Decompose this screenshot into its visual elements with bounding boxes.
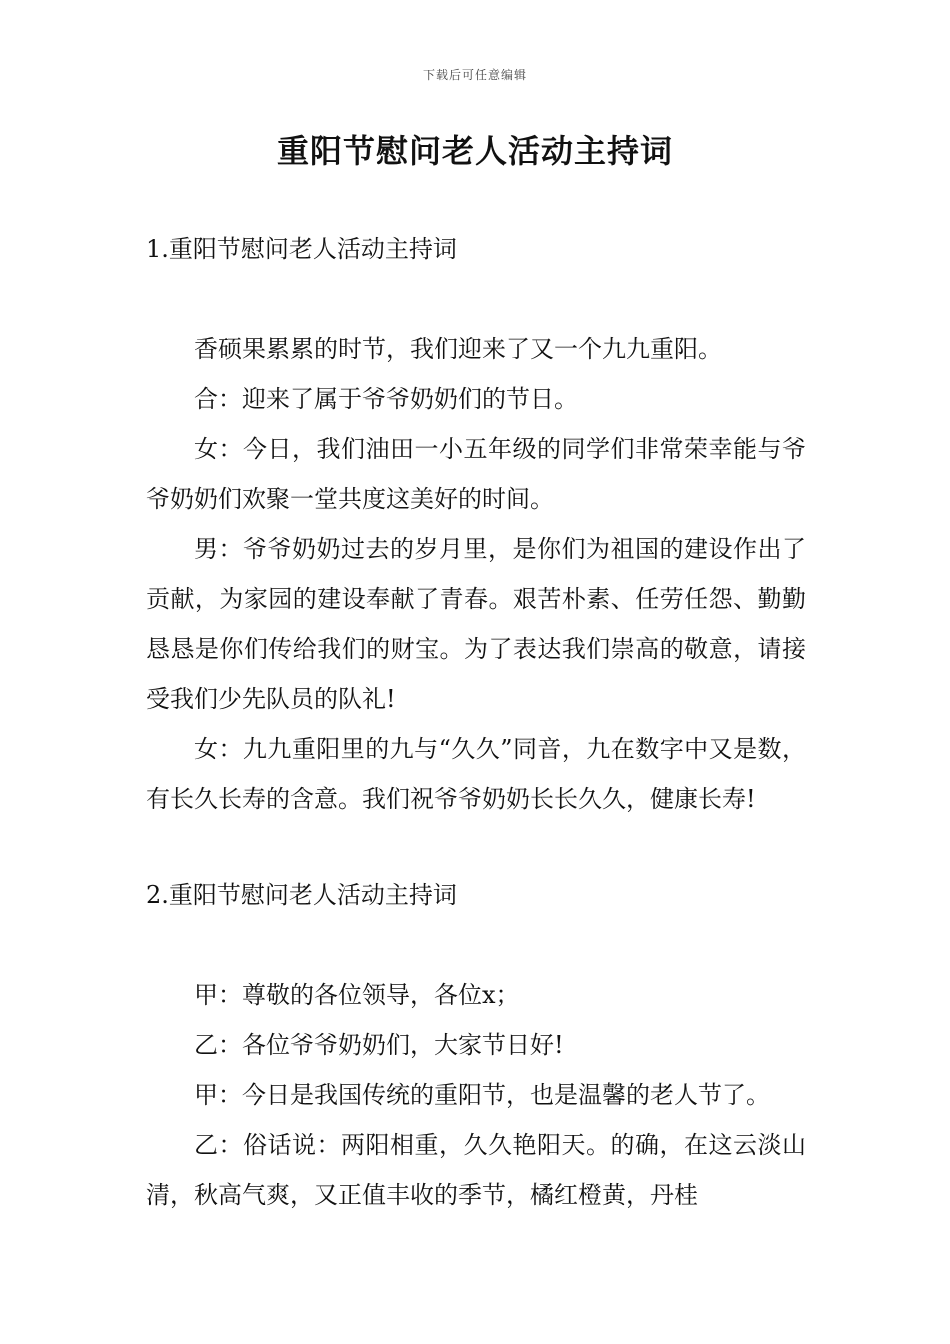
section-2-heading-block [146, 870, 806, 920]
paragraph: 女：今日，我们油田一小五年级的同学们非常荣幸能与爷爷奶奶们欢聚一堂共度这美好的时间。 [146, 435, 806, 513]
document-title: 重阳节慰问老人活动主持词 [276, 132, 673, 170]
paragraph: 甲：今日是我国传统的重阳节，也是温馨的老人节了。 [194, 1081, 770, 1109]
paragraph: 甲：尊敬的各位领导，各位x； [194, 981, 520, 1009]
section-2-body [146, 970, 806, 1220]
paragraph: 男：爷爷奶奶过去的岁月里，是你们为祖国的建设作出了贡献，为家园的建设奉献了青春。艰苦朴素、任劳任怨、勤勤恳恳是你们传给我们的财宝。为了表达我们崇高的敬意，请接受我们少先队员的队礼! [146, 535, 806, 713]
section-heading: 1.重阳节慰问老人活动主持词 [146, 235, 457, 263]
paragraph: 乙：各位爷爷奶奶们，大家节日好! [194, 1031, 564, 1059]
paragraph: 乙：俗话说：两阳相重，久久艳阳天。的确，在这云淡山清，秋高气爽，又正值丰收的季节，橘红橙黄，丹桂 [146, 1131, 806, 1209]
paragraph: 香硕果累累的时节，我们迎来了又一个九九重阳。 [194, 335, 722, 363]
paragraph: 合：迎来了属于爷爷奶奶们的节日。 [194, 385, 578, 413]
section-heading: 2.重阳节慰问老人活动主持词 [146, 881, 457, 909]
section-1-heading-block [146, 224, 806, 274]
section-1-body [146, 324, 806, 824]
paragraph: 女：九九重阳里的九与“久久”同音，九在数字中又是数，有长久长寿的含意。我们祝爷爷奶奶长长久久，健康长寿! [146, 735, 806, 813]
header-note: 下载后可任意编辑 [422, 68, 527, 82]
